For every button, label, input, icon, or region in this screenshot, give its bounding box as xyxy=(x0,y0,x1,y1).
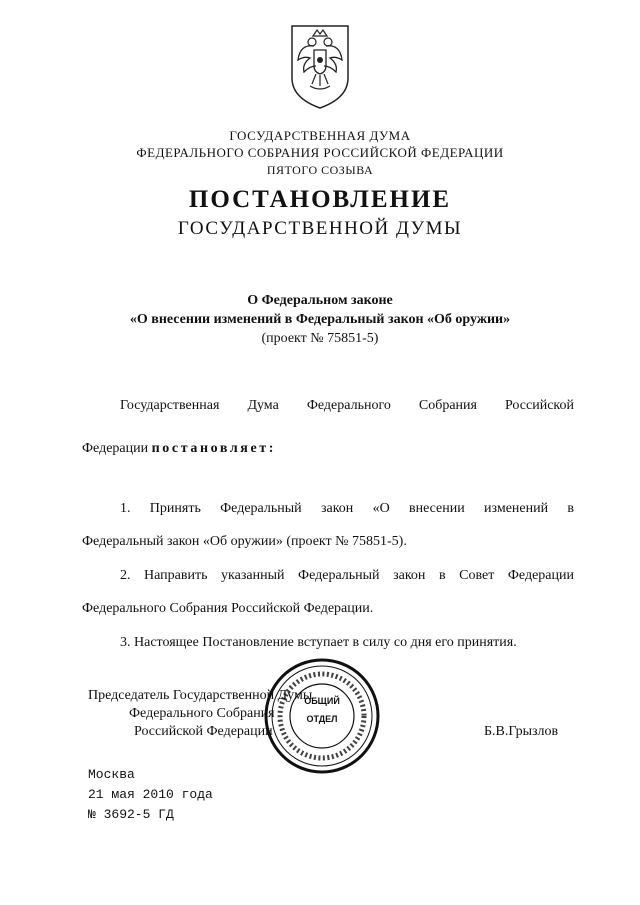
stamp-top-text: ОБЩИЙ xyxy=(304,696,340,706)
subject-line-3: (проект № 75851-5) xyxy=(261,331,379,346)
item-2-line-1: 2. Направить указанный Федеральный закон в Совет Федерации xyxy=(120,568,574,583)
footer-city: Москва xyxy=(88,767,135,782)
stamp-center-text: ОТДЕЛ xyxy=(306,714,338,724)
signatory-name: Б.В.Грызлов xyxy=(484,724,559,739)
item-1-line-2: Федеральный закон «Об оружии» (проект № 75851-5). xyxy=(82,534,407,549)
header-line-3: ПЯТОГО СОЗЫВА xyxy=(266,163,374,177)
footer-date: 21 мая 2010 года xyxy=(88,787,213,802)
preamble-line-2-start: Федерации xyxy=(82,441,149,456)
signature-position-line-3: Российской Федерации xyxy=(134,724,273,739)
item-2-line-2: Федерального Собрания Российской Федерации. xyxy=(82,601,374,616)
item-3: 3. Настоящее Постановление вступает в силу со дня его принятия. xyxy=(120,635,517,650)
signature-position-line-1: Председатель Государственной Думы xyxy=(88,688,313,703)
header-line-1: ГОСУДАРСТВЕННАЯ ДУМА xyxy=(229,128,411,143)
item-1-line-1: 1. Принять Федеральный закон «О внесении изменений в xyxy=(120,501,574,516)
document-title: ПОСТАНОВЛЕНИЕ xyxy=(188,186,452,213)
document-subtitle: ГОСУДАРСТВЕННОЙ ДУМЫ xyxy=(177,218,463,239)
subject-line-1: О Федеральном законе xyxy=(247,293,393,308)
preamble-line-2 xyxy=(82,441,574,457)
preamble-line-1: Государственная Дума Федерального Собрания Российской xyxy=(120,398,574,413)
coat-of-arms-emblem xyxy=(288,22,352,112)
official-stamp xyxy=(262,656,382,776)
footer-number: № 3692-5 ГД xyxy=(88,807,174,822)
preamble-decree-word: постановляет: xyxy=(151,441,277,456)
subject-line-2: «О внесении изменений в Федеральный закон «Об оружии» xyxy=(129,312,511,327)
signature-position-line-2: Федерального Собрания xyxy=(129,706,275,721)
header-line-2: ФЕДЕРАЛЬНОГО СОБРАНИЯ РОССИЙСКОЙ ФЕДЕРАЦИИ xyxy=(136,145,504,160)
